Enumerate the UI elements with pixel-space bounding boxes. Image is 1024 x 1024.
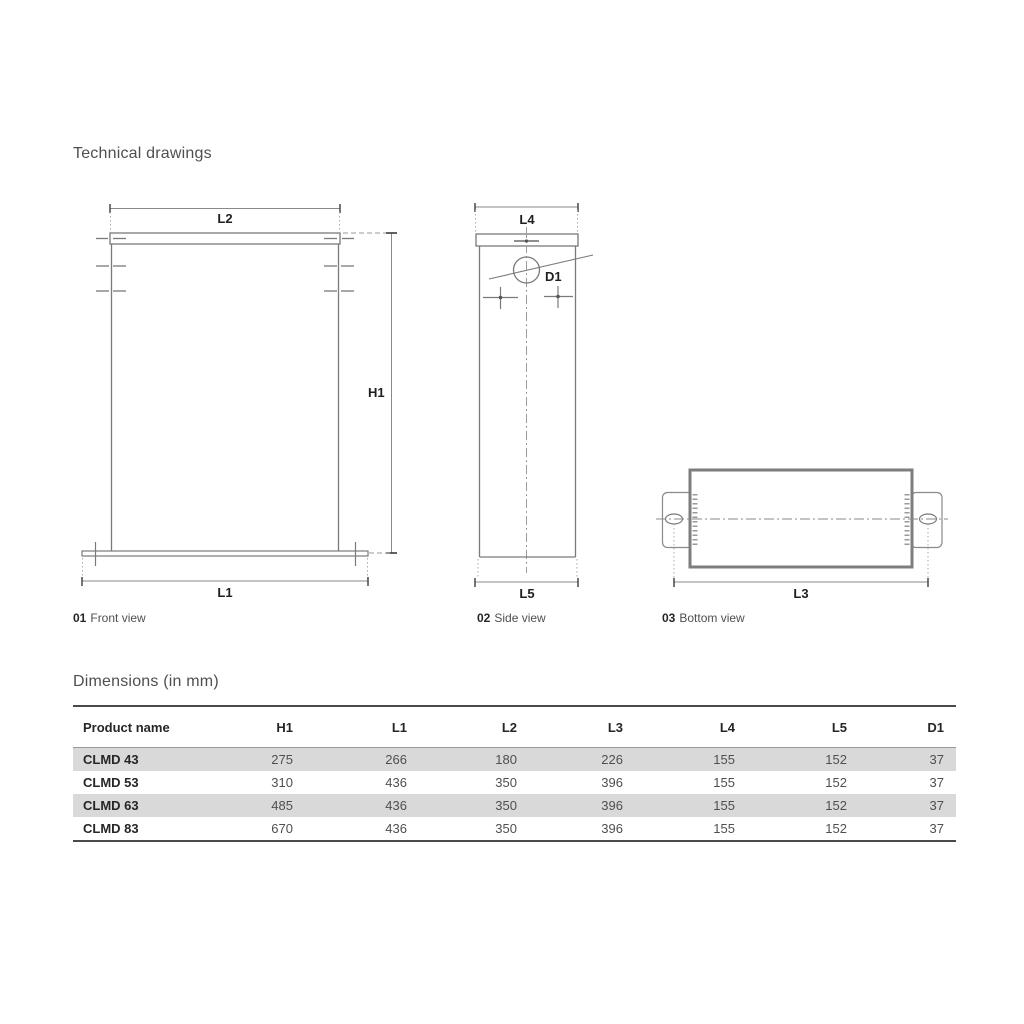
bottom-view-caption bbox=[662, 611, 745, 625]
dim-label-h1: H1 bbox=[368, 385, 385, 400]
col-header-product-name: Product name bbox=[73, 706, 233, 748]
front-view-caption-number: 01 bbox=[73, 611, 87, 625]
table-row bbox=[73, 748, 956, 772]
value-cell: 436 bbox=[385, 798, 407, 813]
value-cell: 152 bbox=[825, 821, 847, 836]
value-cell: 37 bbox=[929, 752, 944, 767]
side-view-caption-number: 02 bbox=[477, 611, 491, 625]
product-name-cell: CLMD 83 bbox=[83, 821, 139, 836]
value-cell: 350 bbox=[495, 775, 517, 790]
table-row bbox=[73, 771, 956, 794]
bottom-view-lines bbox=[656, 470, 948, 587]
dim-label-l1: L1 bbox=[217, 585, 233, 600]
value-cell: 37 bbox=[929, 775, 944, 790]
value-cell: 436 bbox=[385, 775, 407, 790]
side-view-caption-label: Side view bbox=[494, 611, 546, 625]
front-view-caption-label: Front view bbox=[90, 611, 146, 625]
value-cell: 350 bbox=[495, 821, 517, 836]
col-header-l4: L4 bbox=[635, 706, 747, 748]
value-cell: 155 bbox=[713, 775, 735, 790]
value-cell: 670 bbox=[271, 821, 293, 836]
col-header-l3: L3 bbox=[529, 706, 635, 748]
value-cell: 37 bbox=[929, 821, 944, 836]
value-cell: 275 bbox=[271, 752, 293, 767]
dim-label-l5: L5 bbox=[519, 586, 535, 601]
dim-label-d1: D1 bbox=[545, 269, 562, 284]
dim-label-l4: L4 bbox=[519, 212, 535, 227]
value-cell: 37 bbox=[929, 798, 944, 813]
side-view-caption bbox=[477, 611, 546, 625]
value-cell: 396 bbox=[601, 821, 623, 836]
technical-drawings-title: Technical drawings bbox=[73, 145, 212, 162]
col-header-l2: L2 bbox=[419, 706, 529, 748]
value-cell: 155 bbox=[713, 752, 735, 767]
front-view-caption bbox=[73, 611, 146, 625]
value-cell: 152 bbox=[825, 752, 847, 767]
table-row bbox=[73, 794, 956, 817]
col-header-l5: L5 bbox=[747, 706, 859, 748]
bottom-view-caption-number: 03 bbox=[662, 611, 676, 625]
dim-label-l3: L3 bbox=[793, 586, 809, 601]
side-view-lines bbox=[475, 203, 593, 587]
product-name-cell: CLMD 53 bbox=[83, 775, 139, 790]
dim-label-l2: L2 bbox=[217, 211, 233, 226]
dimensions-table bbox=[73, 705, 956, 842]
dimensions-title: Dimensions (in mm) bbox=[73, 673, 219, 690]
table-row bbox=[73, 817, 956, 841]
value-cell: 226 bbox=[601, 752, 623, 767]
value-cell: 152 bbox=[825, 798, 847, 813]
col-header-h1: H1 bbox=[233, 706, 305, 748]
value-cell: 436 bbox=[385, 821, 407, 836]
dimensions-table-container bbox=[73, 705, 956, 842]
value-cell: 485 bbox=[271, 798, 293, 813]
value-cell: 396 bbox=[601, 798, 623, 813]
col-header-d1: D1 bbox=[859, 706, 956, 748]
product-name-cell: CLMD 43 bbox=[83, 752, 139, 767]
value-cell: 396 bbox=[601, 775, 623, 790]
value-cell: 180 bbox=[495, 752, 517, 767]
product-name-cell: CLMD 63 bbox=[83, 798, 139, 813]
col-header-l1: L1 bbox=[305, 706, 419, 748]
value-cell: 155 bbox=[713, 821, 735, 836]
value-cell: 155 bbox=[713, 798, 735, 813]
front-view-lines bbox=[82, 204, 397, 586]
value-cell: 350 bbox=[495, 798, 517, 813]
value-cell: 152 bbox=[825, 775, 847, 790]
value-cell: 266 bbox=[385, 752, 407, 767]
bottom-view-caption-label: Bottom view bbox=[679, 611, 745, 625]
value-cell: 310 bbox=[271, 775, 293, 790]
table-header-row bbox=[73, 706, 956, 748]
